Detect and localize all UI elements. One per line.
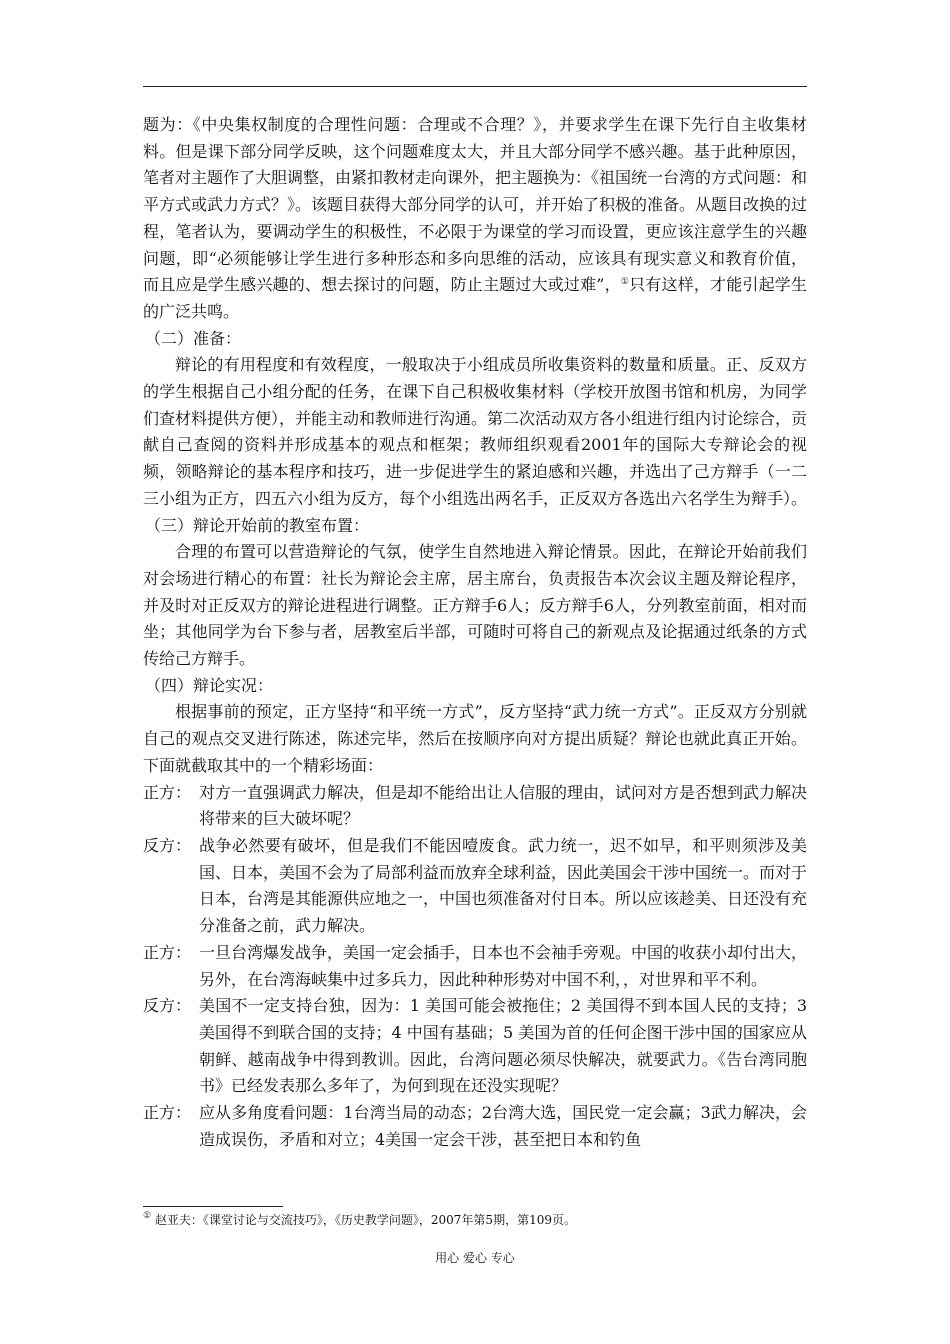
dialog-speaker: 正方： (143, 782, 192, 802)
footnote-text: 赵亚夫：《课堂讨论与交流技巧》，《历史教学问题》，2007年第5期，第109页。 (151, 1213, 576, 1227)
paragraph-classroom-layout: 合理的布置可以营造辩论的气氛，使学生自然地进入辩论情景。因此，在辩论开始前我们对会场进行精心的布置：社长为辩论会主席，居主席台，负责报告本次会议主题及辩论程序，并及时对正反双方的辩论进程进行调整。正方辩手6人；反方辩手6人，分列教室前面，相对而坐；其他同学为台下参与者，居教室后半部，可随时可将自己的新观点及论据通过纸条的方式传给己方辩手。 (143, 542, 807, 669)
section-heading-preparation: （二）准备： (145, 328, 242, 348)
paragraph-topic: 题为：《中央集权制度的合理性问题：合理或不合理？》，并要求学生在课下先行自主收集材料。但是课下部分同学反映，这个问题难度太大，并且大部分同学不感兴趣。基于此种原因，笔者对主题作了大胆调整，由紧扣教材走向课外，把主题换为：《祖国统一台湾的方式问题：和平方式或武力方式？》。该题目获得大部分同学的认可，并开始了积极的准备。从题目改换的过程，笔者认为，要调动学生的积极性，不必限于为课堂的学习而设置，更应该注意学生的兴趣问题，即“必须能够让学生进行多种形态和多向思维的活动，应该具有现实意义和教育价值，而且应是学生感兴趣的、想去探讨的问题，防止主题过大或过难”，①只有这样，才能引起学生的广泛共鸣。 (143, 115, 808, 321)
dialog-text: 战争必然要有破坏，但是我们不能因噎废食。武力统一，迟不如早，和平则须涉及美国、日本，美国不会为了局部利益而放弃全球利益，因此美国会干涉中国统一。而对于日本，台湾是其能源供应地之一，中国也须准备对付日本。所以应该趁美、日还没有充分准备之前，武力解决。 (199, 835, 808, 936)
header-rule (143, 86, 807, 87)
dialog-speaker: 正方： (143, 1103, 192, 1123)
dialog-line (143, 1100, 807, 1153)
section-heading-classroom-layout: （三）辩论开始前的教室布置： (145, 515, 370, 535)
dialog-line (143, 940, 807, 993)
dialog-speaker: 反方： (143, 996, 192, 1016)
footnote (143, 1212, 807, 1228)
footnote-mark: ① (143, 1211, 152, 1221)
footnote-reference[interactable]: ① (620, 277, 630, 288)
section-heading-debate: （四）辩论实况： (145, 675, 274, 695)
dialog-text: 应从多角度看问题：1台湾当局的动态；2台湾大选，国民党一定会赢；3武力解决，会造成误伤，矛盾和对立；4美国一定会干涉，甚至把日本和钓鱼 (199, 1103, 807, 1149)
dialog-line (143, 780, 807, 833)
dialog-line (143, 993, 807, 1100)
dialog-speaker: 正方： (143, 942, 192, 962)
page-footer: 用心 爱心 专心 (435, 1251, 515, 1265)
dialog-line (143, 833, 807, 940)
dialog-speaker: 反方： (143, 835, 192, 855)
document-body (143, 112, 807, 1153)
dialog-text: 一旦台湾爆发战争，美国一定会插手，日本也不会袖手旁观。中国的收获小却付出大，另外，在台湾海峡集中过多兵力，因此种种形势对中国不利，，对世界和平不利。 (199, 942, 808, 989)
dialog-text: 美国不一定支持台独，因为：1 美国可能会被拖住；2 美国得不到本国人民的支持；3美国得不到联合国的支持；4 中国有基础；5 美国为首的任何企图干涉中国的国家应从朝鲜、越南战争中得到教训。因此，台湾问题必须尽快解决，就要武力。《告台湾同胞书》已经发表那么多年了，为何到现在还没实现呢？ (199, 996, 807, 1096)
paragraph-preparation: 辩论的有用程度和有效程度，一般取决于小组成员所收集资料的数量和质量。正、反双方的学生根据自己小组分配的任务，在课下自己积极收集材料（学校开放图书馆和机房，为同学们查材料提供方便），并能主动和教师进行沟通。第二次活动双方各小组进行组内讨论综合，贡献自己查阅的资料并形成基本的观点和框架；教师组织观看2001年的国际大专辩论会的视频，领略辩论的基本程序和技巧，进一步促进学生的紧迫感和兴趣，并选出了己方辩手（一二三小组为正方，四五六小组为反方，每个小组选出两名手，正反双方各选出六名学生为辩手）。 (143, 355, 808, 508)
dialog-text: 对方一直强调武力解决，但是却不能给出让人信服的理由，试问对方是否想到武力解决将带来的巨大破坏呢？ (199, 782, 808, 829)
paragraph-debate-intro: 根据事前的预定，正方坚持“和平统一方式”，反方坚持“武力统一方式”。正反双方分别就自己的观点交叉进行陈述，陈述完毕，然后在按顺序向对方提出质疑？辩论也就此真正开始。下面就截取其中的一个精彩场面： (143, 702, 807, 775)
footnote-rule (143, 1206, 283, 1207)
